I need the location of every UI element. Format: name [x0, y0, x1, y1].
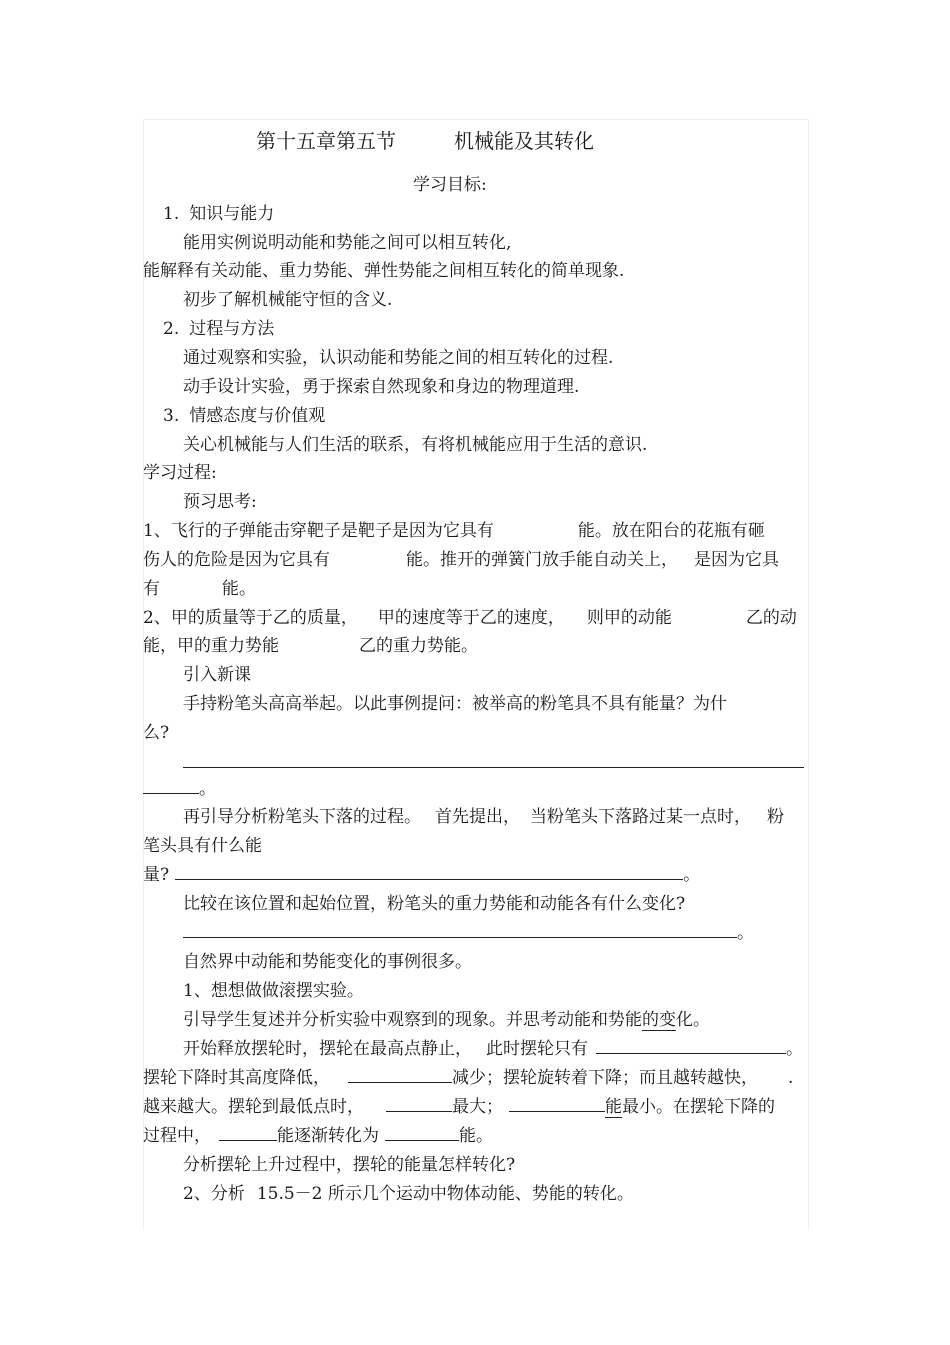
question-text: 能: [605, 1097, 622, 1117]
preview-heading: 预习思考:: [183, 492, 257, 512]
answer-line-end: [143, 778, 216, 800]
question-text: 能。: [222, 579, 256, 599]
answer-blank[interactable]: [509, 1097, 605, 1112]
question-text: 伤人的危险是因为它具有: [143, 550, 330, 570]
question-text: 则甲的动能: [586, 608, 672, 628]
period: 。: [199, 779, 216, 799]
question-text: 化。: [676, 1010, 710, 1030]
process-heading: 学习过程:: [143, 463, 217, 483]
question-text: 15.5－2 所示几个运动中物体动能、势能的转化。: [256, 1184, 634, 1204]
objective-line: 能用实例说明动能和势能之间可以相互转化,: [183, 233, 512, 253]
question-text: 当粉笔头下落路过某一点时，: [530, 807, 751, 827]
experiment-2: [183, 1183, 634, 1205]
question-text: 摆轮下降时其高度降低，: [143, 1068, 330, 1088]
question-text: 减少；摆轮旋转着下降；而且越转越快，: [452, 1068, 758, 1088]
question-1-line-2: [143, 549, 779, 571]
topic-label: 机械能及其转化: [454, 129, 594, 153]
answer-blank[interactable]: [183, 923, 737, 938]
answer-line: [183, 767, 804, 768]
chapter-label: 第十五章第五节: [256, 129, 396, 153]
answer-blank[interactable]: [348, 1068, 452, 1083]
question-text: 首先提出，: [435, 807, 520, 827]
question-text: 过程中，: [143, 1126, 211, 1146]
question-text: 粉: [767, 807, 784, 827]
question-text: 有: [143, 579, 160, 599]
objectives-heading: 学习目标:: [413, 175, 487, 195]
answer-blank[interactable]: [386, 1097, 452, 1112]
experiment-1: 1、想想做做滚摆实验。: [183, 981, 364, 1001]
objective-line: 能解释有关动能、重力势能、弹性势能之间相互转化的简单现象.: [143, 261, 625, 281]
page-title: [256, 130, 594, 152]
fall-line-2: 笔头具有什么能: [143, 836, 262, 856]
question-text: 甲的速度等于乙的速度，: [377, 608, 565, 628]
section-label: 情感态度与价值观: [189, 406, 326, 426]
question-1-line-3: [143, 578, 256, 600]
question-text: 乙的动: [745, 608, 797, 628]
release-line: [183, 1038, 803, 1060]
objective-line: 通过观察和实验，认识动能和势能之间的相互转化的过程.: [183, 348, 614, 368]
intro-heading: 引入新课: [183, 665, 251, 685]
question-text: 是因为它具: [694, 550, 779, 570]
faster-line: [143, 1096, 775, 1118]
answer-blank[interactable]: [385, 1126, 459, 1141]
fall-line-1: [183, 806, 784, 828]
question-2-line-1: [143, 607, 797, 629]
question-text: 量?: [143, 865, 170, 885]
section-label: 知识与能力: [189, 204, 275, 224]
objective-line: 初步了解机械能守恒的含义.: [183, 290, 393, 310]
objective-line: 动手设计实验，勇于探索自然现象和身边的物理道理.: [183, 377, 580, 397]
question-text: 2、甲的质量等于乙的质量，: [143, 608, 358, 628]
question-text: 2、分析: [183, 1184, 245, 1204]
compare-text: 比较在该位置和起始位置，粉笔头的重力势能和动能各有什么变化?: [183, 894, 686, 914]
fall-line-3: [143, 864, 700, 886]
question-text: 此时摆轮只有: [486, 1039, 588, 1059]
hold-chalk-text: 手持粉笔头高高举起。以此事例提问：被举高的粉笔具不具有能量？为什: [183, 694, 727, 714]
during-line: [143, 1125, 493, 1147]
period: 。: [786, 1039, 803, 1059]
question-text: 能。: [459, 1126, 493, 1146]
section-number: 2.: [163, 319, 180, 339]
question-text: 最小。在摆轮下降的: [622, 1097, 775, 1117]
question-text: 能。放在阳台的花瓶有砸: [577, 521, 765, 541]
question-text: 的变: [642, 1010, 676, 1030]
objective-section-1: [163, 203, 274, 225]
question-text: .: [788, 1068, 794, 1088]
question-text: 再引导分析粉笔头下落的过程。: [183, 807, 421, 827]
nature-text: 自然界中动能和势能变化的事例很多。: [183, 952, 472, 972]
objective-section-2: [163, 318, 274, 340]
answer-blank[interactable]: [219, 1126, 277, 1141]
section-number: 3.: [163, 406, 180, 426]
period: 。: [737, 923, 754, 943]
objective-section-3: [163, 405, 325, 427]
answer-blank[interactable]: [175, 865, 683, 880]
compare-answer: [183, 922, 754, 944]
guide-text: [183, 1009, 710, 1031]
upward-text: 分析摆轮上升过程中，摆轮的能量怎样转化?: [183, 1155, 516, 1175]
section-label: 过程与方法: [189, 319, 275, 339]
down-line: [143, 1067, 793, 1089]
question-text: 开始释放摆轮时，摆轮在最高点静止，: [183, 1039, 472, 1059]
question-text: 乙的重力势能。: [359, 636, 478, 656]
question-text: 能。推开的弹簧门放手能自动关上，: [406, 550, 678, 570]
answer-blank[interactable]: [596, 1039, 786, 1054]
question-text: 最大；: [452, 1097, 503, 1117]
question-1-line-1: [143, 520, 765, 542]
question-text: 能，甲的重力势能: [143, 636, 279, 656]
question-text: 能逐渐转化为: [277, 1126, 379, 1146]
objective-line: 关心机械能与人们生活的联系，有将机械能应用于生活的意识.: [183, 435, 648, 455]
period: 。: [683, 865, 701, 885]
question-text: 1、飞行的子弹能击穿靶子是靶子是因为它具有: [143, 521, 494, 541]
section-number: 1.: [163, 204, 180, 224]
question-text: 引导学生复述并分析实验中观察到的现象。并思考动能和势能: [183, 1010, 642, 1030]
question-2-line-2: [143, 635, 478, 657]
answer-blank[interactable]: [143, 779, 199, 794]
question-text: 越来越大。摆轮到最低点时，: [143, 1097, 364, 1117]
hold-chalk-text: 么?: [143, 723, 170, 743]
